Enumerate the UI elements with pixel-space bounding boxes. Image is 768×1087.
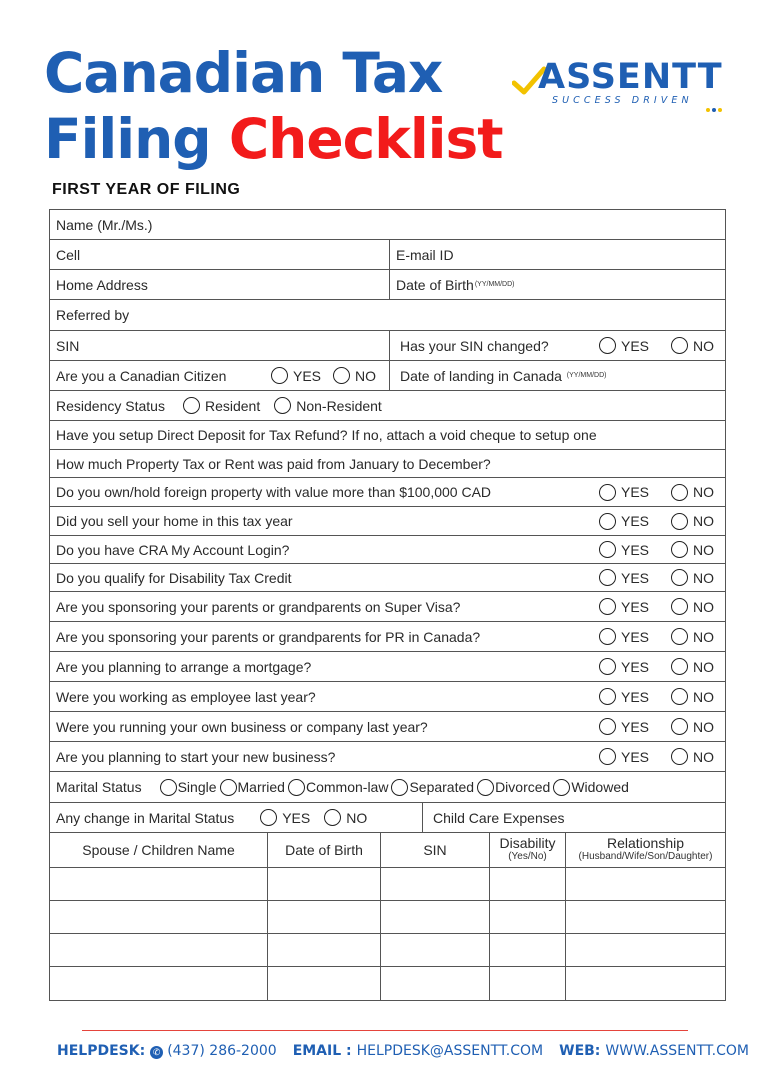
marital-change-field <box>50 803 422 832</box>
radio-icon <box>324 809 341 826</box>
question-label: Do you qualify for Disability Tax Credit <box>56 569 292 586</box>
direct-deposit-field[interactable] <box>50 421 725 449</box>
radio-icon <box>599 718 616 735</box>
radio-icon <box>271 367 288 384</box>
yes-option[interactable]: YES <box>599 628 661 645</box>
col-header-dob: Date of Birth <box>267 833 380 867</box>
helpdesk-phone[interactable]: (437) 286-2000 <box>167 1043 277 1059</box>
page-title <box>44 40 503 172</box>
title-line-2 <box>44 106 503 172</box>
table-row <box>50 868 725 901</box>
table-cell[interactable] <box>50 934 267 966</box>
marital-option-divorced[interactable]: Divorced <box>477 779 550 796</box>
question-label: Did you sell your home in this tax year <box>56 513 293 529</box>
name-label: Name (Mr./Ms.) <box>56 216 153 233</box>
yes-no-choice <box>599 598 714 615</box>
cell-field[interactable] <box>50 240 389 269</box>
question-row <box>50 682 725 712</box>
marital-change-row <box>50 803 725 833</box>
question-row <box>50 564 725 592</box>
logo-tagline: SUCCESS DRIVEN <box>552 95 693 106</box>
no-option[interactable]: NO <box>671 658 714 675</box>
no-option[interactable]: NO <box>671 569 714 586</box>
landing-field[interactable] <box>389 361 725 390</box>
footer-divider <box>82 1030 688 1031</box>
table-cell[interactable] <box>267 901 380 933</box>
radio-icon <box>599 484 616 501</box>
footer-email[interactable]: HELPDESK@ASSENTT.COM <box>356 1043 544 1059</box>
table-row <box>50 901 725 934</box>
direct-deposit-label: Have you setup Direct Deposit for Tax Refund? If no, attach a void cheque to setup one <box>56 427 597 443</box>
radio-icon <box>599 628 616 645</box>
citizen-no[interactable]: NO <box>333 367 376 384</box>
sin-changed-choice <box>599 337 714 354</box>
col-header-name: Spouse / Children Name <box>82 842 235 858</box>
radio-icon <box>553 779 570 796</box>
radio-icon <box>671 569 688 586</box>
question-row <box>50 478 725 507</box>
table-cell[interactable] <box>50 868 267 900</box>
yes-no-choice <box>599 569 714 586</box>
web-label: WEB: <box>559 1043 601 1059</box>
radio-icon <box>274 397 291 414</box>
no-option[interactable]: NO <box>671 748 714 765</box>
question-field <box>50 592 725 621</box>
table-cell[interactable] <box>489 934 565 966</box>
cell-label: Cell <box>56 246 81 263</box>
question-field <box>50 682 725 711</box>
radio-icon <box>160 779 177 796</box>
yes-option[interactable]: YES <box>599 598 661 615</box>
helpdesk-label: HELPDESK: <box>57 1043 146 1059</box>
email-label-footer: EMAIL : <box>292 1043 352 1059</box>
yes-option[interactable]: YES <box>599 513 661 530</box>
table-cell[interactable] <box>380 967 489 1000</box>
marital-option-widowed[interactable]: Widowed <box>553 779 629 796</box>
name-row <box>50 210 725 240</box>
child-care-field[interactable] <box>422 803 725 832</box>
marital-status-row <box>50 772 725 803</box>
radio-icon <box>599 688 616 705</box>
no-option[interactable]: NO <box>671 598 714 615</box>
question-row <box>50 712 725 742</box>
property-tax-row <box>50 450 725 478</box>
table-row <box>50 934 725 967</box>
marital-status-label: Marital Status <box>56 779 142 795</box>
section-heading: FIRST YEAR OF FILING <box>52 181 241 198</box>
yes-option[interactable]: YES <box>599 718 661 735</box>
marital-option-separated[interactable]: Separated <box>391 779 474 796</box>
no-option[interactable]: NO <box>671 718 714 735</box>
no-option[interactable]: NO <box>671 541 714 558</box>
table-cell[interactable] <box>267 868 380 900</box>
yes-option[interactable]: YES <box>599 658 661 675</box>
residency-field <box>50 391 725 420</box>
sin-changed-field <box>389 331 725 360</box>
yes-option[interactable]: YES <box>599 569 661 586</box>
landing-label: Date of landing in Canada <box>400 367 562 384</box>
referred-by-field[interactable] <box>50 300 725 330</box>
yes-no-choice <box>599 658 714 675</box>
property-tax-label: How much Property Tax or Rent was paid from January to December? <box>56 455 491 472</box>
title-word-checklist: Checklist <box>228 107 503 171</box>
question-field <box>50 622 725 651</box>
yes-no-choice <box>599 748 714 765</box>
yes-no-choice <box>599 688 714 705</box>
question-field <box>50 742 725 771</box>
radio-icon <box>671 748 688 765</box>
radio-icon <box>183 397 200 414</box>
yes-option[interactable]: YES <box>599 484 661 501</box>
radio-icon <box>477 779 494 796</box>
marital-change-yes[interactable]: YES <box>260 809 310 826</box>
question-field <box>50 507 725 535</box>
marital-option-single[interactable]: Single <box>160 779 217 796</box>
address-row <box>50 270 725 300</box>
radio-icon <box>671 688 688 705</box>
question-label: Do you have CRA My Account Login? <box>56 541 290 558</box>
yes-no-choice <box>599 628 714 645</box>
non-resident-option[interactable]: Non-Resident <box>274 397 382 414</box>
yes-option[interactable]: YES <box>599 688 661 705</box>
yes-option[interactable]: YES <box>599 748 661 765</box>
question-field <box>50 652 725 681</box>
table-cell[interactable] <box>380 868 489 900</box>
table-cell[interactable] <box>380 934 489 966</box>
email-label: E-mail ID <box>396 246 454 263</box>
name-field[interactable] <box>50 210 725 239</box>
radio-icon <box>333 367 350 384</box>
question-label: Were you working as employee last year? <box>56 688 316 705</box>
question-row <box>50 652 725 682</box>
referred-by-label: Referred by <box>56 307 130 323</box>
question-label: Were you running your own business or company last year? <box>56 718 428 735</box>
radio-icon <box>220 779 237 796</box>
no-option[interactable]: NO <box>671 513 714 530</box>
citizen-label: Are you a Canadian Citizen <box>56 367 227 384</box>
assentt-logo <box>512 58 730 108</box>
email-field[interactable] <box>389 240 725 269</box>
table-cell[interactable] <box>380 901 489 933</box>
footer <box>57 1043 749 1059</box>
yes-no-choice <box>599 484 714 501</box>
table-cell[interactable] <box>489 868 565 900</box>
table-cell[interactable] <box>50 901 267 933</box>
yes-no-choice <box>599 541 714 558</box>
question-field <box>50 564 725 591</box>
sin-field[interactable] <box>50 331 389 360</box>
radio-icon <box>671 718 688 735</box>
referred-row <box>50 300 725 331</box>
col-header-disability: Disability (Yes/No) <box>489 833 565 867</box>
sin-changed-yes[interactable]: YES <box>599 337 661 354</box>
question-field <box>50 536 725 563</box>
question-row <box>50 507 725 536</box>
home-address-field[interactable] <box>50 270 389 299</box>
residency-label: Residency Status <box>56 397 165 414</box>
radio-icon <box>599 748 616 765</box>
marital-option-married[interactable]: Married <box>220 779 285 796</box>
title-line-1: Canadian Tax <box>44 41 443 105</box>
radio-icon <box>599 658 616 675</box>
radio-icon <box>599 569 616 586</box>
no-option[interactable]: NO <box>671 688 714 705</box>
sin-row <box>50 331 725 361</box>
landing-format: (YY/MM/DD) <box>566 372 607 379</box>
child-care-label: Child Care Expenses <box>433 809 565 826</box>
sin-changed-no[interactable]: NO <box>671 337 714 354</box>
question-label: Are you sponsoring your parents or grandparents on Super Visa? <box>56 598 461 615</box>
logo-dots <box>706 99 734 105</box>
residency-row <box>50 391 725 421</box>
radio-icon <box>599 598 616 615</box>
citizen-choice <box>271 367 375 384</box>
checklist-form <box>49 209 726 1001</box>
dependents-table-header <box>50 833 725 868</box>
footer-web[interactable]: WWW.ASSENTT.COM <box>605 1043 749 1059</box>
col-header-relationship: Relationship (Husband/Wife/Son/Daughter) <box>565 833 725 867</box>
contact-row <box>50 240 725 270</box>
title-word-filing: Filing <box>44 107 211 171</box>
radio-icon <box>671 658 688 675</box>
radio-icon <box>671 541 688 558</box>
citizen-field <box>50 361 389 390</box>
no-option[interactable]: NO <box>671 484 714 501</box>
question-row <box>50 592 725 622</box>
property-tax-field[interactable] <box>50 450 725 477</box>
question-row <box>50 536 725 564</box>
radio-icon <box>599 541 616 558</box>
table-cell[interactable] <box>267 967 380 1000</box>
question-label: Are you planning to start your new business? <box>56 748 336 765</box>
table-row <box>50 967 725 1000</box>
table-cell[interactable] <box>50 967 267 1000</box>
yes-no-choice <box>599 718 714 735</box>
marital-change-label: Any change in Marital Status <box>56 809 235 826</box>
logo-wordmark: ASSENTT <box>538 57 723 97</box>
radio-icon <box>599 337 616 354</box>
phone-icon: ✆ <box>150 1046 163 1059</box>
question-label: Do you own/hold foreign property with value more than $100,000 CAD <box>56 484 492 500</box>
dob-label: Date of Birth <box>396 276 474 293</box>
yes-option[interactable]: YES <box>599 541 661 558</box>
home-address-label: Home Address <box>56 276 148 293</box>
sin-label: SIN <box>56 337 80 354</box>
question-label: Are you planning to arrange a mortgage? <box>56 658 312 675</box>
radio-icon <box>671 598 688 615</box>
dob-format: (YY/MM/DD) <box>474 281 515 288</box>
marital-option-common-law[interactable]: Common-law <box>288 779 388 796</box>
marital-change-no[interactable]: NO <box>324 809 367 826</box>
question-row <box>50 622 725 652</box>
yes-no-choice <box>599 513 714 530</box>
marital-status-field <box>50 772 725 802</box>
sin-changed-label: Has your SIN changed? <box>400 337 549 354</box>
table-cell[interactable] <box>565 901 725 933</box>
table-cell[interactable] <box>267 934 380 966</box>
radio-icon <box>671 628 688 645</box>
radio-icon <box>671 484 688 501</box>
citizen-row <box>50 361 725 391</box>
radio-icon <box>671 513 688 530</box>
table-cell[interactable] <box>489 967 565 1000</box>
question-field <box>50 478 725 506</box>
radio-icon <box>288 779 305 796</box>
table-cell[interactable] <box>565 934 725 966</box>
resident-option[interactable]: Resident <box>183 397 260 414</box>
citizen-yes[interactable]: YES <box>271 367 333 384</box>
radio-icon <box>599 513 616 530</box>
question-label: Are you sponsoring your parents or grandparents for PR in Canada? <box>56 628 481 645</box>
radio-icon <box>671 337 688 354</box>
table-cell[interactable] <box>565 967 725 1000</box>
question-row <box>50 742 725 772</box>
radio-icon <box>391 779 408 796</box>
radio-icon <box>260 809 277 826</box>
no-option[interactable]: NO <box>671 628 714 645</box>
direct-deposit-row <box>50 421 725 450</box>
table-cell[interactable] <box>489 901 565 933</box>
dob-field[interactable] <box>389 270 725 299</box>
question-field <box>50 712 725 741</box>
table-cell[interactable] <box>565 868 725 900</box>
col-header-sin: SIN <box>380 833 489 867</box>
